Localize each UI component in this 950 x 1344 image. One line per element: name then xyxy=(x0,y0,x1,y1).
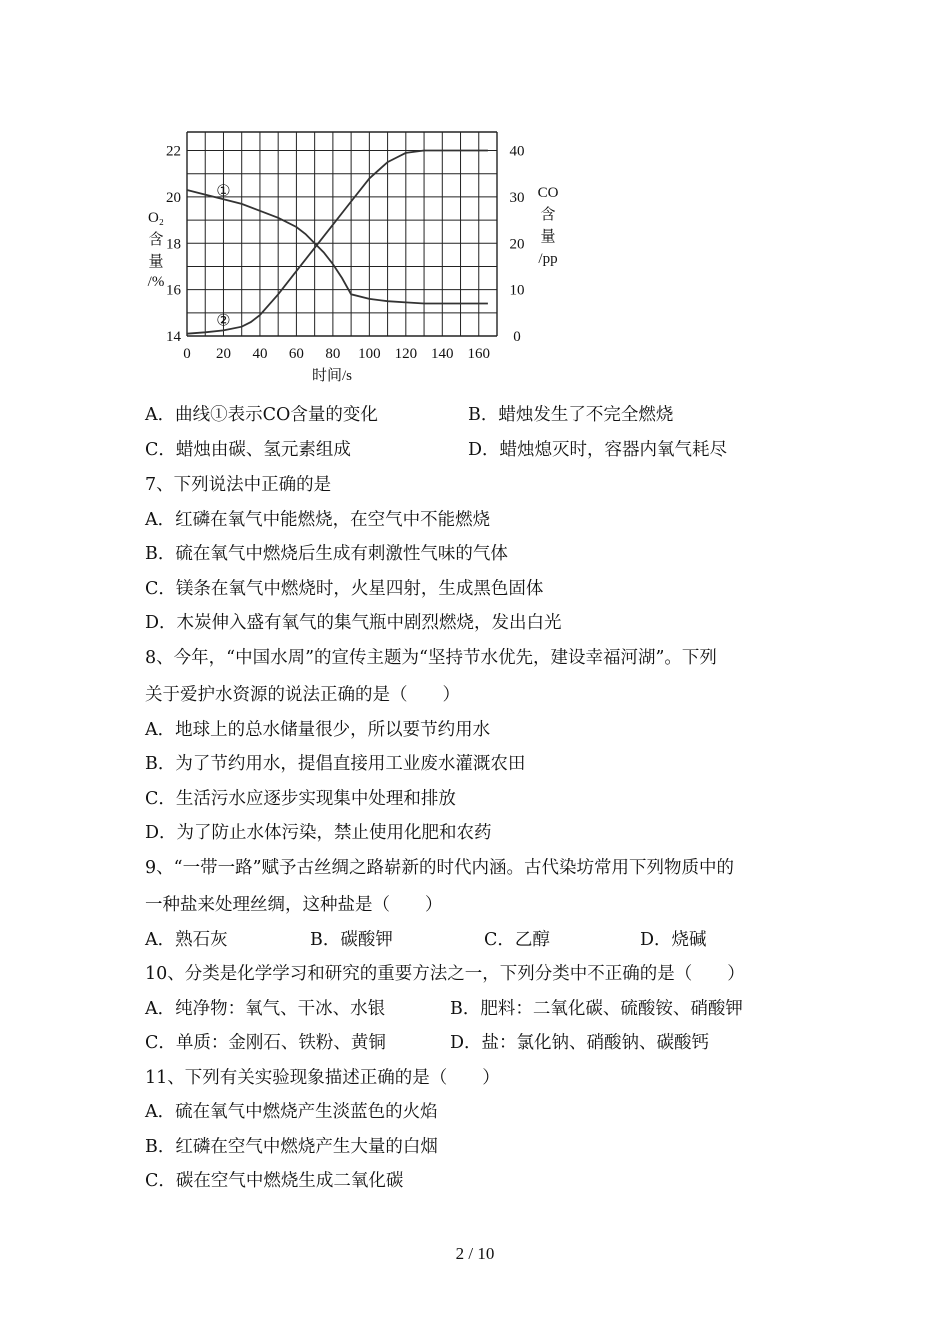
q8-option-a: A．地球上的总水储量很少，所以要节约用水 xyxy=(145,720,491,740)
x-tick-label: 160 xyxy=(467,346,491,362)
y-left-tick-label: 20 xyxy=(166,189,181,206)
page-number: 2 / 10 xyxy=(455,1244,495,1263)
q8-stem-line2: 关于爱护水资源的说法正确的是（ ） xyxy=(145,685,460,705)
y-right-axis-label-part: 量 xyxy=(540,229,556,245)
x-tick-label: 120 xyxy=(394,346,418,362)
q9-option-a: A．熟石灰 xyxy=(145,930,228,950)
q10-option-d: D．盐：氯化钠、硝酸钠、碳酸钙 xyxy=(450,1033,710,1053)
x-tick-label: 20 xyxy=(215,346,231,362)
y-left-tick-label: 14 xyxy=(166,329,181,345)
q11-option-a: A．硫在氧气中燃烧产生淡蓝色的火焰 xyxy=(145,1102,438,1122)
x-tick-label: 100 xyxy=(358,346,381,362)
q10-stem: 10、分类是化学学习和研究的重要方法之一，下列分类中不正确的是（ ） xyxy=(145,964,745,984)
y-left-tick-label: 16 xyxy=(166,282,181,299)
q9-stem-line1: 9、“一带一路”赋予古丝绸之路崭新的时代内涵。古代染坊常用下列物质中的 xyxy=(145,858,735,878)
q8-option-c: C．生活污水应逐步实现集中处理和排放 xyxy=(145,789,456,809)
q7-stem: 7、下列说法中正确的是 xyxy=(145,475,332,495)
y-left-axis-label-part: 含 xyxy=(148,232,164,248)
y-left-axis-label-part: /% xyxy=(147,274,165,290)
x-tick-label: 80 xyxy=(325,346,341,362)
q11-option-b: B．红磷在空气中燃烧产生大量的白烟 xyxy=(145,1137,438,1157)
y-right-tick-label: 0 xyxy=(513,329,521,345)
q7-option-a: A．红磷在氧气中能燃烧，在空气中不能燃烧 xyxy=(145,510,491,530)
x-tick-label: 40 xyxy=(252,346,268,362)
y-left-axis-label xyxy=(148,210,165,290)
q9-option-c: C．乙醇 xyxy=(484,930,550,950)
y-right-axis-label-part: /pp xyxy=(538,251,558,267)
y-right-tick-label: 20 xyxy=(509,236,525,253)
q6-option-c: C．蜡烛由碳、氢元素组成 xyxy=(145,440,351,460)
q10-option-b: B．肥料：二氧化碳、硫酸铵、硝酸钾 xyxy=(450,999,743,1019)
q9-option-d: D．烧碱 xyxy=(640,930,707,950)
q10-option-c: C．单质：金刚石、铁粉、黄铜 xyxy=(145,1033,386,1053)
q8-stem-line1: 8、今年，“中国水周”的宣传主题为“坚持节水优先，建设幸福河湖”。下列 xyxy=(145,648,717,668)
q10-option-a: A．纯净物：氧气、干冰、水银 xyxy=(145,999,386,1019)
y-right-axis-label xyxy=(538,185,559,267)
x-tick-label: 60 xyxy=(288,346,304,362)
q11-stem: 11、下列有关实验现象描述正确的是（ ） xyxy=(145,1068,500,1088)
series-label-1: ① xyxy=(216,182,231,200)
q7-option-c: C．镁条在氧气中燃烧时，火星四射，生成黑色固体 xyxy=(145,579,544,599)
o2-co-content-chart xyxy=(140,122,580,390)
q8-option-b: B．为了节约用水，提倡直接用工业废水灌溉农田 xyxy=(145,754,526,774)
q7-option-b: B．硫在氧气中燃烧后生成有刺激性气味的气体 xyxy=(145,544,508,564)
q9-stem-line2: 一种盐来处理丝绸，这种盐是（ ） xyxy=(145,895,443,915)
y-left-axis-label-part: O₂ xyxy=(147,210,165,226)
y-left-axis-label-part: 量 xyxy=(148,254,164,270)
q6-option-d: D．蜡烛熄灭时，容器内氧气耗尽 xyxy=(468,440,728,460)
y-right-tick-label: 40 xyxy=(509,143,525,160)
q7-option-d: D．木炭伸入盛有氧气的集气瓶中剧烈燃烧，发出白光 xyxy=(145,613,562,633)
y-right-tick-label: 30 xyxy=(509,189,525,206)
q9-option-b: B．碳酸钾 xyxy=(310,930,393,950)
q11-option-c: C．碳在空气中燃烧生成二氧化碳 xyxy=(145,1171,404,1191)
x-axis-label: 时间/s xyxy=(311,368,353,384)
chart-grid xyxy=(187,132,497,336)
y-right-axis-label-part: 含 xyxy=(540,207,556,223)
y-right-tick-label: 10 xyxy=(509,282,525,299)
q8-option-d: D．为了防止水体污染，禁止使用化肥和农药 xyxy=(145,823,492,843)
x-tick-label: 0 xyxy=(183,346,191,362)
x-tick-label: 140 xyxy=(431,346,454,362)
q6-option-b: B．蜡烛发生了不完全燃烧 xyxy=(468,405,674,425)
q6-option-a: A．曲线①表示CO含量的变化 xyxy=(145,405,378,425)
series-label-2: ② xyxy=(216,312,231,330)
y-right-axis-label-part: CO xyxy=(537,185,559,201)
y-left-tick-label: 18 xyxy=(166,236,181,253)
y-left-tick-label: 22 xyxy=(166,143,181,160)
